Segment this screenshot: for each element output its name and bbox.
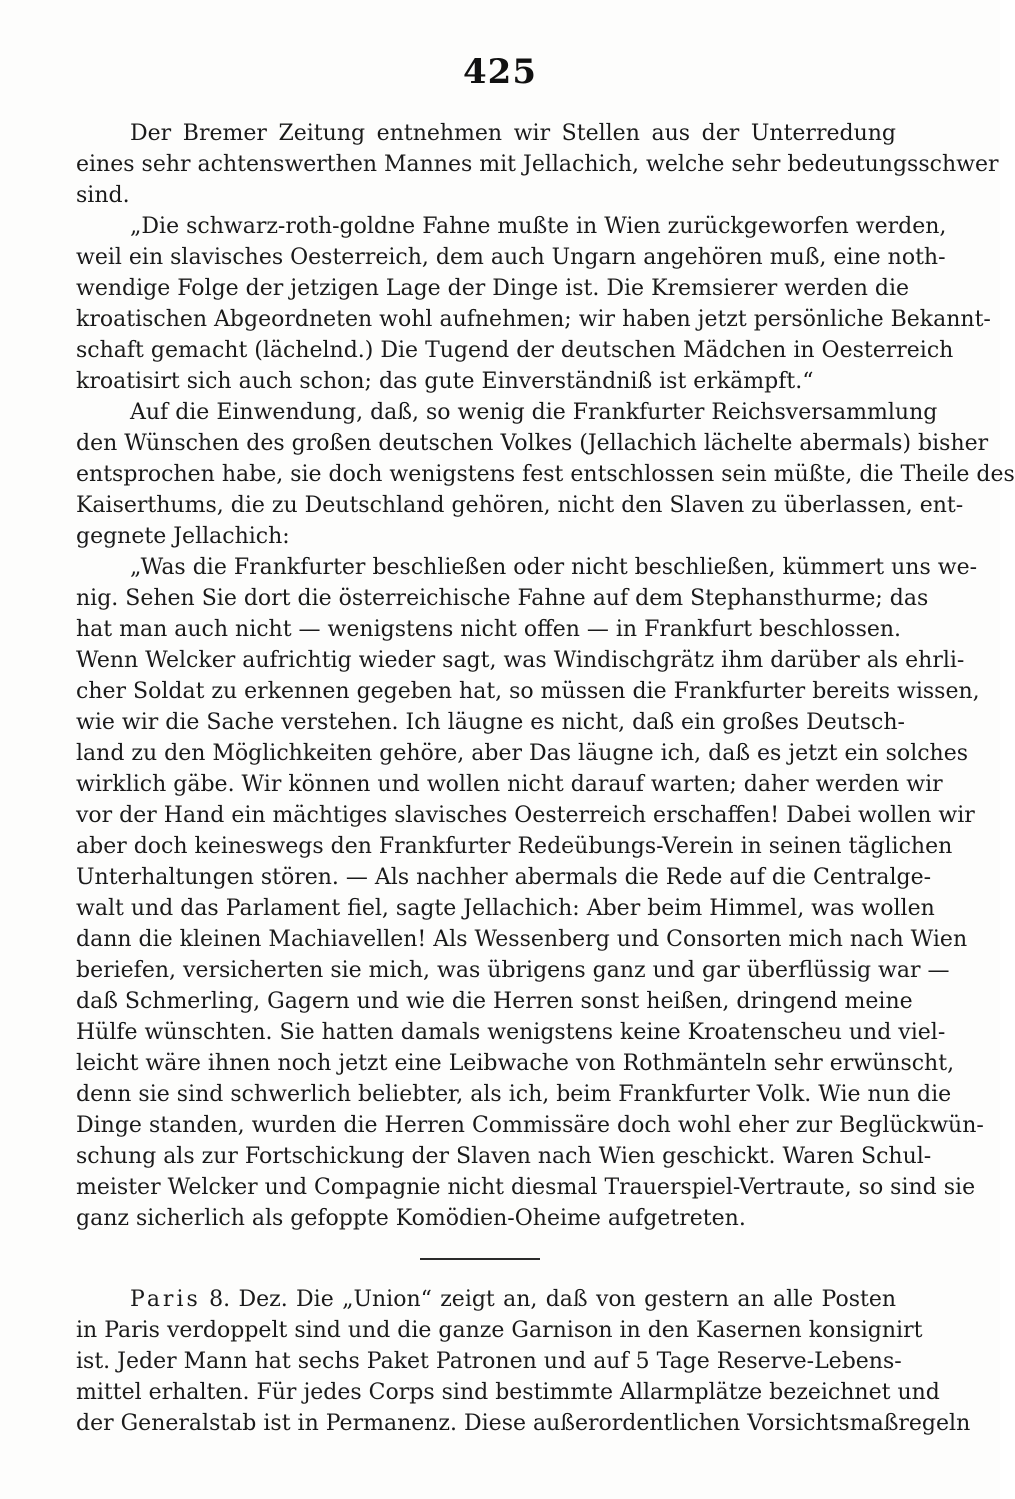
article-jellachich bbox=[76, 118, 1015, 1234]
text-line: vor der Hand ein mächtiges slavisches Oesterreich erschaffen! Dabei wollen wir bbox=[76, 803, 975, 828]
text-line: mittel erhalten. Für jedes Corps sind bestimmte Allarmplätze bezeichnet und bbox=[76, 1380, 940, 1405]
text-line-dateline bbox=[76, 1284, 896, 1315]
text-line: schaft gemacht (lächelnd.) Die Tugend der deutschen Mädchen in Oesterreich bbox=[76, 338, 954, 363]
text-line: Hülfe wünschten. Sie hatten damals wenigstens keine Kroatenscheu und viel- bbox=[76, 1020, 946, 1045]
text-line: meister Welcker und Compagnie nicht diesmal Trauerspiel-Vertraute, so sind sie bbox=[76, 1175, 976, 1200]
text-line: Dinge standen, wurden die Herren Commissäre doch wohl eher zur Beglückwün- bbox=[76, 1113, 984, 1138]
dateline-text: Die „Union“ zeigt an, daß von gestern an alle Posten bbox=[296, 1287, 897, 1312]
text-line: schung als zur Fortschickung der Slaven nach Wien geschickt. Waren Schul- bbox=[76, 1144, 932, 1169]
article-paris bbox=[76, 1284, 971, 1439]
text-line: hat man auch nicht — wenigstens nicht offen — in Frankfurt beschlossen. bbox=[76, 617, 902, 642]
text-line: wirklich gäbe. Wir können und wollen nicht darauf warten; daher werden wir bbox=[76, 772, 943, 797]
dateline-date: 8. Dez. bbox=[209, 1287, 288, 1312]
page-number: 425 bbox=[463, 52, 537, 92]
text-line: in Paris verdoppelt sind und die ganze Garnison in den Kasernen konsignirt bbox=[76, 1318, 923, 1343]
text-line: daß Schmerling, Gagern und wie die Herren sonst heißen, dringend meine bbox=[76, 989, 913, 1014]
text-line: kroatisirt sich auch schon; das gute Einverständniß ist erkämpft.“ bbox=[76, 369, 814, 394]
text-line: den Wünschen des großen deutschen Volkes (Jellachich lächelte abermals) bisher bbox=[76, 431, 989, 456]
text-line: walt und das Parlament fiel, sagte Jellachich: Aber beim Himmel, was wollen bbox=[76, 896, 935, 921]
text-line: der Generalstab ist in Permanenz. Diese außerordentlichen Vorsichtsmaßregeln bbox=[76, 1411, 971, 1436]
text-line: Auf die Einwendung, daß, so wenig die Frankfurter Reichsversammlung bbox=[130, 400, 938, 425]
section-divider bbox=[420, 1258, 540, 1260]
text-line: weil ein slavisches Oesterreich, dem auch Ungarn angehören muß, eine noth- bbox=[76, 245, 946, 270]
text-line: wie wir die Sache verstehen. Ich läugne es nicht, daß ein großes Deutsch- bbox=[76, 710, 905, 735]
text-line: wendige Folge der jetzigen Lage der Dinge ist. Die Kremsierer werden die bbox=[76, 276, 910, 301]
text-line: denn sie sind schwerlich beliebter, als ich, beim Frankfurter Volk. Wie nun die bbox=[76, 1082, 952, 1107]
text-line: „Die schwarz-roth-goldne Fahne mußte in Wien zurückgeworfen werden, bbox=[130, 214, 947, 239]
text-line: beriefen, versicherten sie mich, was übrigens ganz und gar überflüssig war — bbox=[76, 958, 950, 983]
text-line: cher Soldat zu erkennen gegeben hat, so müssen die Frankfurter bereits wissen, bbox=[76, 679, 980, 704]
text-line: Unterhaltungen stören. — Als nachher abermals die Rede auf die Centralge- bbox=[76, 865, 932, 890]
text-line: „Was die Frankfurter beschließen oder nicht beschließen, kümmert uns we- bbox=[130, 555, 978, 580]
text-line: Wenn Welcker aufrichtig wieder sagt, was Windischgrätz ihm darüber als ehrli- bbox=[76, 648, 965, 673]
dateline-place: Paris bbox=[130, 1287, 201, 1312]
text-line: dann die kleinen Machiavellen! Als Wessenberg und Consorten mich nach Wien bbox=[76, 927, 968, 952]
text-line: ganz sicherlich als gefoppte Komödien-Oheime aufgetreten. bbox=[76, 1206, 746, 1231]
text-line: gegnete Jellachich: bbox=[76, 524, 290, 549]
text-line: ist. Jeder Mann hat sechs Paket Patronen und auf 5 Tage Reserve-Lebens- bbox=[76, 1349, 902, 1374]
text-line: nig. Sehen Sie dort die österreichische Fahne auf dem Stephansthurme; das bbox=[76, 586, 929, 611]
text-line: Der Bremer Zeitung entnehmen wir Stellen aus der Unterredung bbox=[130, 121, 896, 146]
text-line: Kaiserthums, die zu Deutschland gehören, nicht den Slaven zu überlassen, ent- bbox=[76, 493, 964, 518]
text-line: entsprochen habe, sie doch wenigstens fest entschlossen sein müßte, die Theile des bbox=[76, 462, 1015, 487]
text-line: eines sehr achtenswerthen Mannes mit Jellachich, welche sehr bedeutungsschwer bbox=[76, 152, 999, 177]
text-line: land zu den Möglichkeiten gehöre, aber Das läugne ich, daß es jetzt ein solches bbox=[76, 741, 969, 766]
text-line: kroatischen Abgeordneten wohl aufnehmen; wir haben jetzt persönliche Bekannt- bbox=[76, 307, 991, 332]
text-line: sind. bbox=[76, 183, 130, 208]
text-line: leicht wäre ihnen noch jetzt eine Leibwache von Rothmänteln sehr erwünscht, bbox=[76, 1051, 955, 1076]
text-line: aber doch keineswegs den Frankfurter Redeübungs-Verein in seinen täglichen bbox=[76, 834, 953, 859]
